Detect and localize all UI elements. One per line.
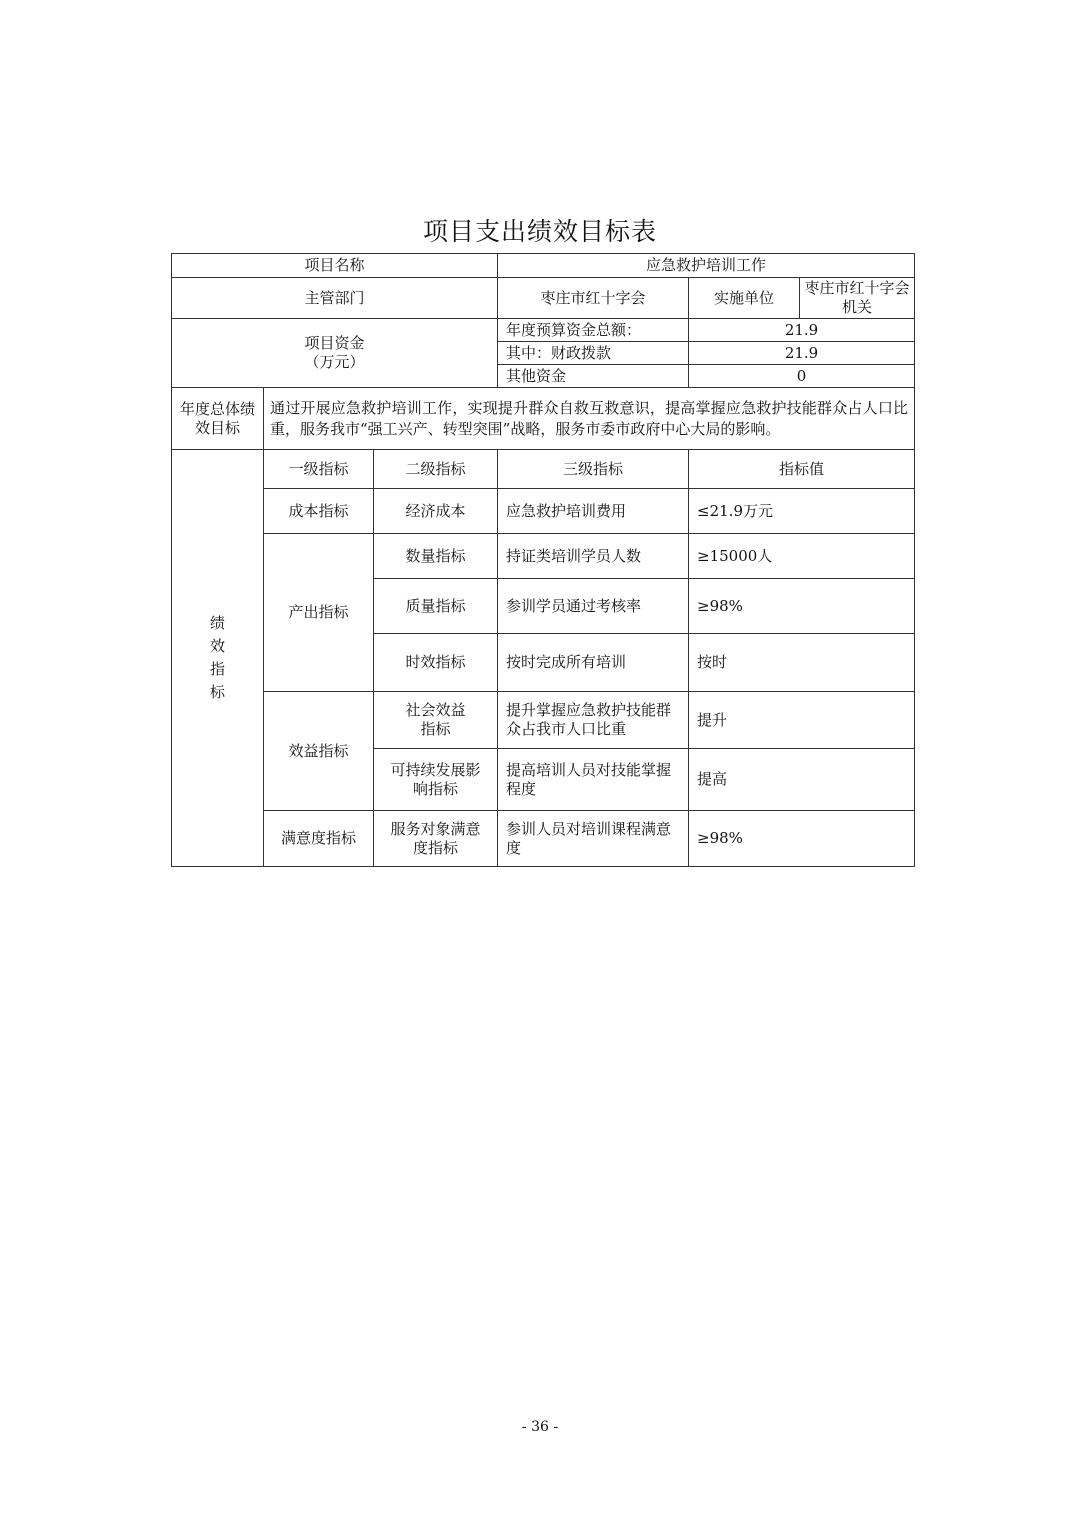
header-level1: 一级指标	[264, 450, 374, 489]
level2-cell	[374, 811, 498, 867]
header-level3: 三级指标	[498, 450, 689, 489]
other-funds-label: 其他资金	[498, 365, 689, 388]
indicator-value: ≥98%	[689, 579, 915, 634]
level1-output: 产出指标	[264, 534, 374, 692]
fiscal-allocation-value: 21.9	[689, 342, 915, 365]
department-row	[172, 278, 915, 319]
level1-cost: 成本指标	[264, 489, 374, 534]
indicator-value: 提高	[689, 749, 915, 811]
fund-label-cell	[172, 319, 498, 388]
level3-cell: 提升掌握应急救护技能群众占我市人口比重	[498, 692, 689, 749]
indicator-value: 按时	[689, 634, 915, 692]
level2-cell: 数量指标	[374, 534, 498, 579]
performance-indicators-label-cell	[172, 450, 264, 867]
level3-cell: 参训学员通过考核率	[498, 579, 689, 634]
fund-label: 项目资金	[304, 334, 365, 352]
header-level2: 二级指标	[374, 450, 498, 489]
header-value: 指标值	[689, 450, 915, 489]
department-label: 主管部门	[172, 278, 498, 319]
annual-goal-row	[172, 388, 915, 450]
performance-indicators-label: 绩效指标	[209, 614, 225, 701]
level2-cell: 质量指标	[374, 579, 498, 634]
fund-total-row	[172, 319, 915, 342]
level2-cell	[374, 749, 498, 811]
table-row	[172, 811, 915, 867]
annual-goal-text: 通过开展应急救护培训工作，实现提升群众自救互救意识，提高掌握应急救护技能群众占人口比重，服务我市“强工兴产、转型突围”战略，服务市委市政府中心大局的影响。	[264, 388, 915, 450]
level2-text: 社会效益指标	[405, 701, 466, 738]
level3-cell: 按时完成所有培训	[498, 634, 689, 692]
project-name-label: 项目名称	[172, 254, 498, 278]
level3-cell: 持证类培训学员人数	[498, 534, 689, 579]
level2-cell: 时效指标	[374, 634, 498, 692]
level2-text: 可持续发展影响指标	[390, 760, 481, 798]
indicator-value: ≥15000人	[689, 534, 915, 579]
level2-cell	[374, 692, 498, 749]
other-funds-value: 0	[689, 365, 915, 388]
level3-cell: 应急救护培训费用	[498, 489, 689, 534]
table-row	[172, 489, 915, 534]
level3-cell: 参训人员对培训课程满意度	[498, 811, 689, 867]
annual-budget-total-label: 年度预算资金总额：	[498, 319, 689, 342]
level1-benefit: 效益指标	[264, 692, 374, 811]
project-name-row	[172, 254, 915, 278]
annual-budget-total-value: 21.9	[689, 319, 915, 342]
project-name-value: 应急救护培训工作	[498, 254, 915, 278]
fund-unit-label: （万元）	[304, 353, 365, 371]
fiscal-allocation-label: 其中：财政拨款	[498, 342, 689, 365]
level2-cell: 经济成本	[374, 489, 498, 534]
indicator-header-row	[172, 450, 915, 489]
page-number: - 36 -	[521, 1419, 559, 1435]
department-value: 枣庄市红十字会	[498, 278, 689, 319]
table-row	[172, 534, 915, 579]
implementing-unit-value: 枣庄市红十字会机关	[800, 278, 915, 319]
indicator-value: ≤21.9万元	[689, 489, 915, 534]
indicator-value: ≥98%	[689, 811, 915, 867]
indicator-value: 提升	[689, 692, 915, 749]
annual-goal-label: 年度总体绩效目标	[172, 388, 264, 450]
table-row	[172, 692, 915, 749]
level3-cell: 提高培训人员对技能掌握程度	[498, 749, 689, 811]
level2-text: 服务对象满意度指标	[390, 819, 481, 857]
performance-target-table	[171, 253, 915, 867]
page-title: 项目支出绩效目标表	[422, 217, 657, 246]
level1-satisfaction: 满意度指标	[264, 811, 374, 867]
implementing-unit-label: 实施单位	[689, 278, 800, 319]
